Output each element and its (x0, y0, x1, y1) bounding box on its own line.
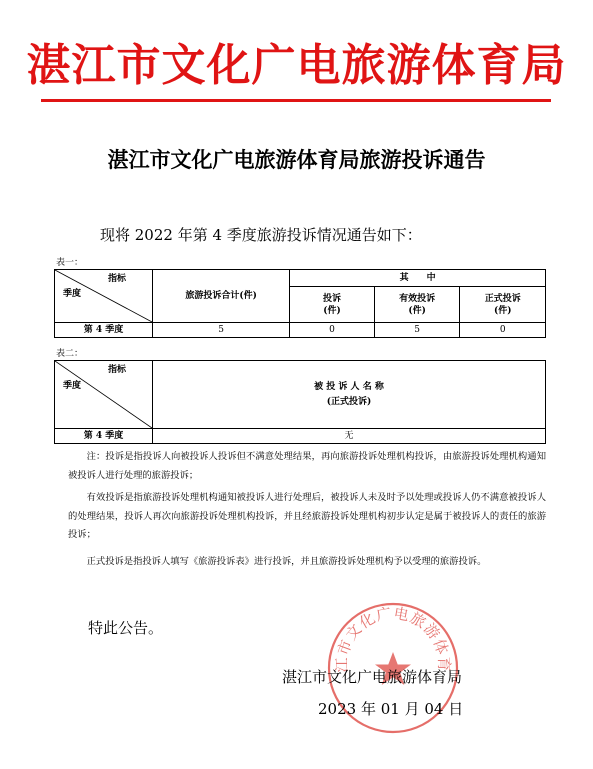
table1-subheader-formal: 正式投诉 (件) (460, 287, 546, 323)
table2-corner-bottom: 季度 (63, 381, 82, 391)
note-complaint-definition: 注：投诉是指投诉人向被投诉人投诉但不满意处理结果，再向旅游投诉处理机构投诉，由旅游投诉处理机构通知被投诉人进行处理的旅游投诉； (68, 451, 546, 481)
table1-group-header: 其 中 (290, 270, 546, 287)
intro-text: 现将 2022 年第 4 季度旅游投诉情况通告如下： (100, 226, 422, 244)
note-formal-complaint-definition: 正式投诉是指投诉人填写《旅游投诉表》进行投诉，并且旅游投诉处理机构予以受理的旅游投诉。 (86, 556, 487, 567)
table1-valid-cell: 5 (374, 323, 460, 338)
table1-total-cell: 5 (153, 323, 290, 338)
table1-corner-bottom: 季度 (63, 289, 82, 299)
table1-total-header: 旅游投诉合计(件) (153, 270, 290, 323)
signature-date: 2023 年 01 月 04 日 (318, 700, 464, 718)
letterhead-banner: 湛江市文化广电旅游体育局 (26, 40, 567, 91)
table2-corner-cell (55, 361, 153, 429)
table2-quarter-cell: 第 4 季度 (55, 429, 153, 444)
notice-title: 湛江市文化广电旅游体育局旅游投诉通告 (107, 148, 486, 172)
table1-corner-cell (55, 270, 153, 323)
signature-org: 湛江市文化广电旅游体育局 (282, 668, 463, 686)
table2-value-cell: 无 (153, 429, 546, 444)
table1-formal-cell: 0 (460, 323, 546, 338)
table2-corner-top: 指标 (107, 365, 126, 375)
table2 (54, 360, 546, 444)
table1-complaint-cell: 0 (290, 323, 375, 338)
letterhead-rule (41, 99, 551, 102)
table2-header: 被 投 诉 人 名 称 (正式投诉) (153, 361, 546, 429)
note-valid-complaint-definition: 有效投诉是指旅游投诉处理机构通知被投诉人进行处理后，被投诉人未及时予以处理或投诉人仍不满意被投诉人的处理结果，投诉人再次向旅游投诉处理机构投诉，并且经旅游投诉处理机构初步认定是属于被投诉人的责任的旅游投诉； (68, 492, 546, 540)
table1-label: 表一： (56, 258, 84, 268)
table2-label: 表二： (56, 349, 84, 359)
closing-text: 特此公告。 (88, 619, 164, 637)
table1 (54, 269, 546, 338)
table1-subheader-valid: 有效投诉 (件) (374, 287, 460, 323)
table1-quarter-cell: 第 4 季度 (55, 323, 153, 338)
table1-subheader-complaint: 投诉 (件) (290, 287, 375, 323)
table2-diagonal-line (55, 361, 152, 428)
svg-text:湛江市文化广电旅游体育局: 江市文化广电旅游体育 (332, 604, 454, 673)
table1-corner-top: 指标 (107, 274, 126, 284)
